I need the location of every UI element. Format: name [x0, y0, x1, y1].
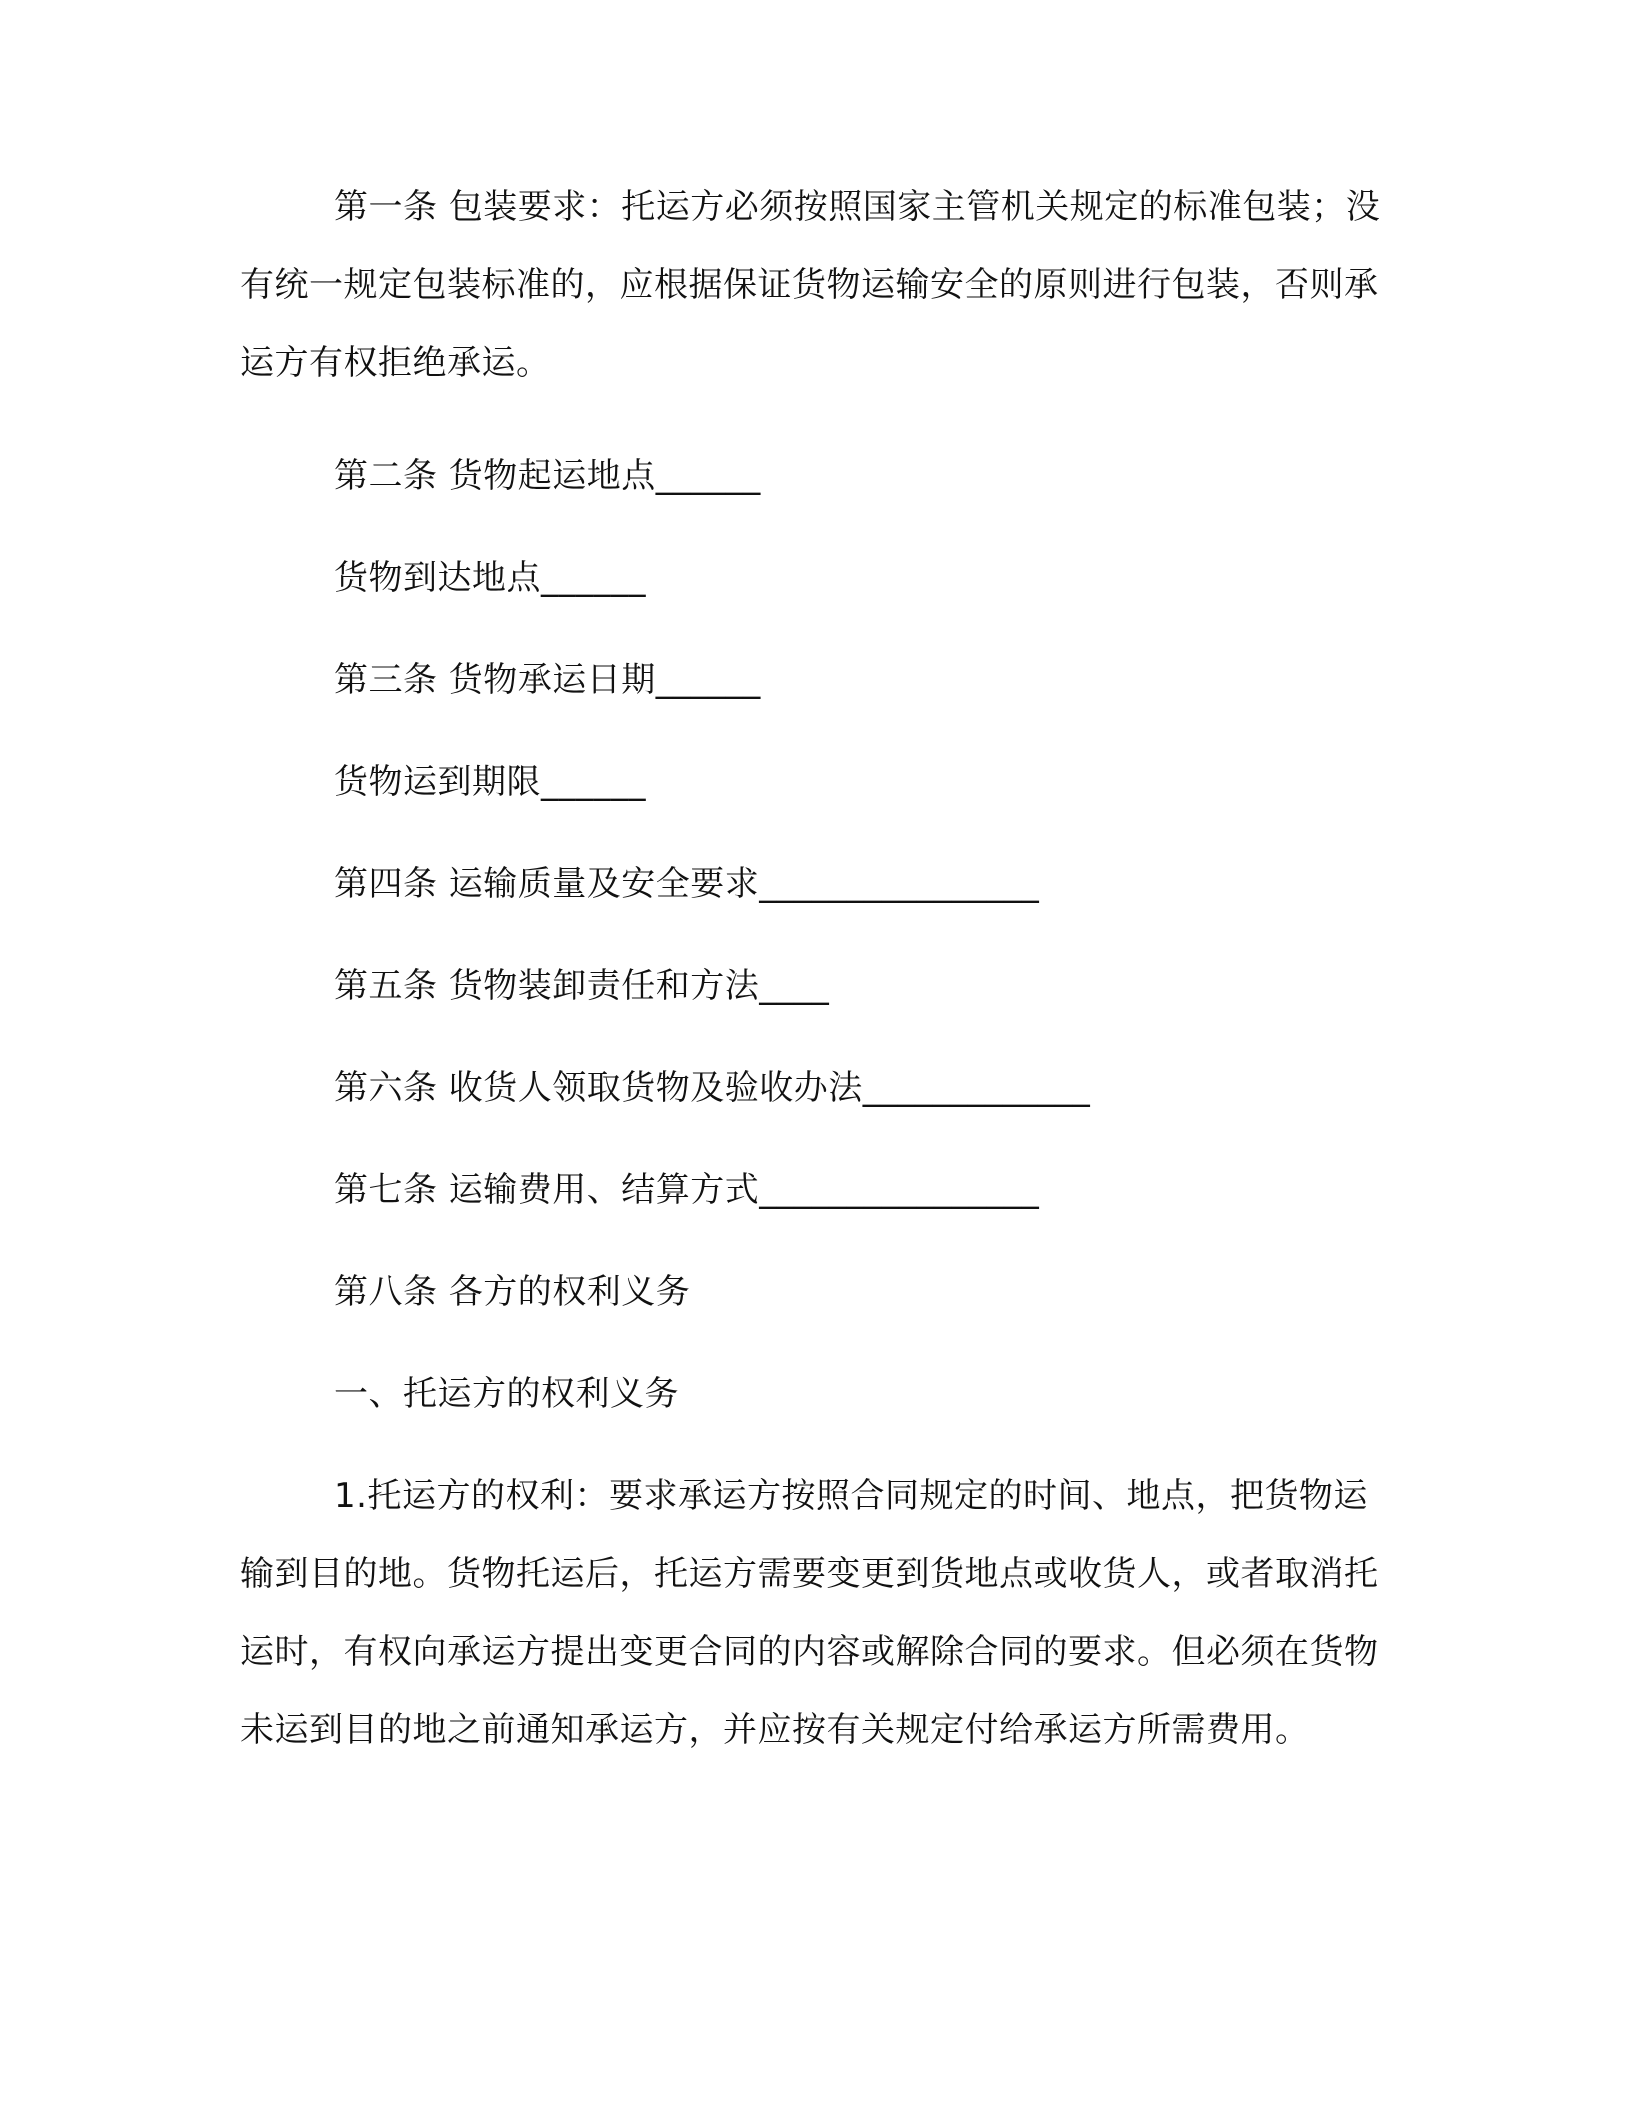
article-2-origin-line: 第二条 货物起运地点______ [334, 456, 761, 496]
article-1-packaging-paragraph: 第一条 包装要求：托运方必须按照国家主管机关规定的标准包装；没有统一规定包装标准的，应根据保证货物运输安全的原则进行包装，否则承运方有权拒绝承运。 [240, 187, 1381, 383]
article-8-heading: 第八条 各方的权利义务 [334, 1272, 691, 1312]
article-2-destination-line: 货物到达地点______ [334, 558, 646, 598]
article-3-date-line: 第三条 货物承运日期______ [334, 660, 761, 700]
item-1-consignor-rights-paragraph: 1.托运方的权利：要求承运方按照合同规定的时间、地点，把货物运输到目的地。货物托运后，托运方需要变更到货地点或收货人，或者取消托运时，有权向承运方提出变更合同的内容或解除合同的要求。但必须在货物未运到目的地之前通知承运方，并应按有关规定付给承运方所需费用。 [240, 1476, 1379, 1750]
article-4-quality-line: 第四条 运输质量及安全要求________________ [334, 864, 1040, 904]
article-6-receipt-line: 第六条 收货人领取货物及验收办法_____________ [334, 1068, 1091, 1108]
section-1-heading: 一、托运方的权利义务 [334, 1374, 679, 1414]
article-5-loading-line: 第五条 货物装卸责任和方法____ [334, 966, 830, 1006]
article-7-fees-line: 第七条 运输费用、结算方式________________ [334, 1170, 1040, 1210]
article-3-deadline-line: 货物运到期限______ [334, 762, 646, 802]
